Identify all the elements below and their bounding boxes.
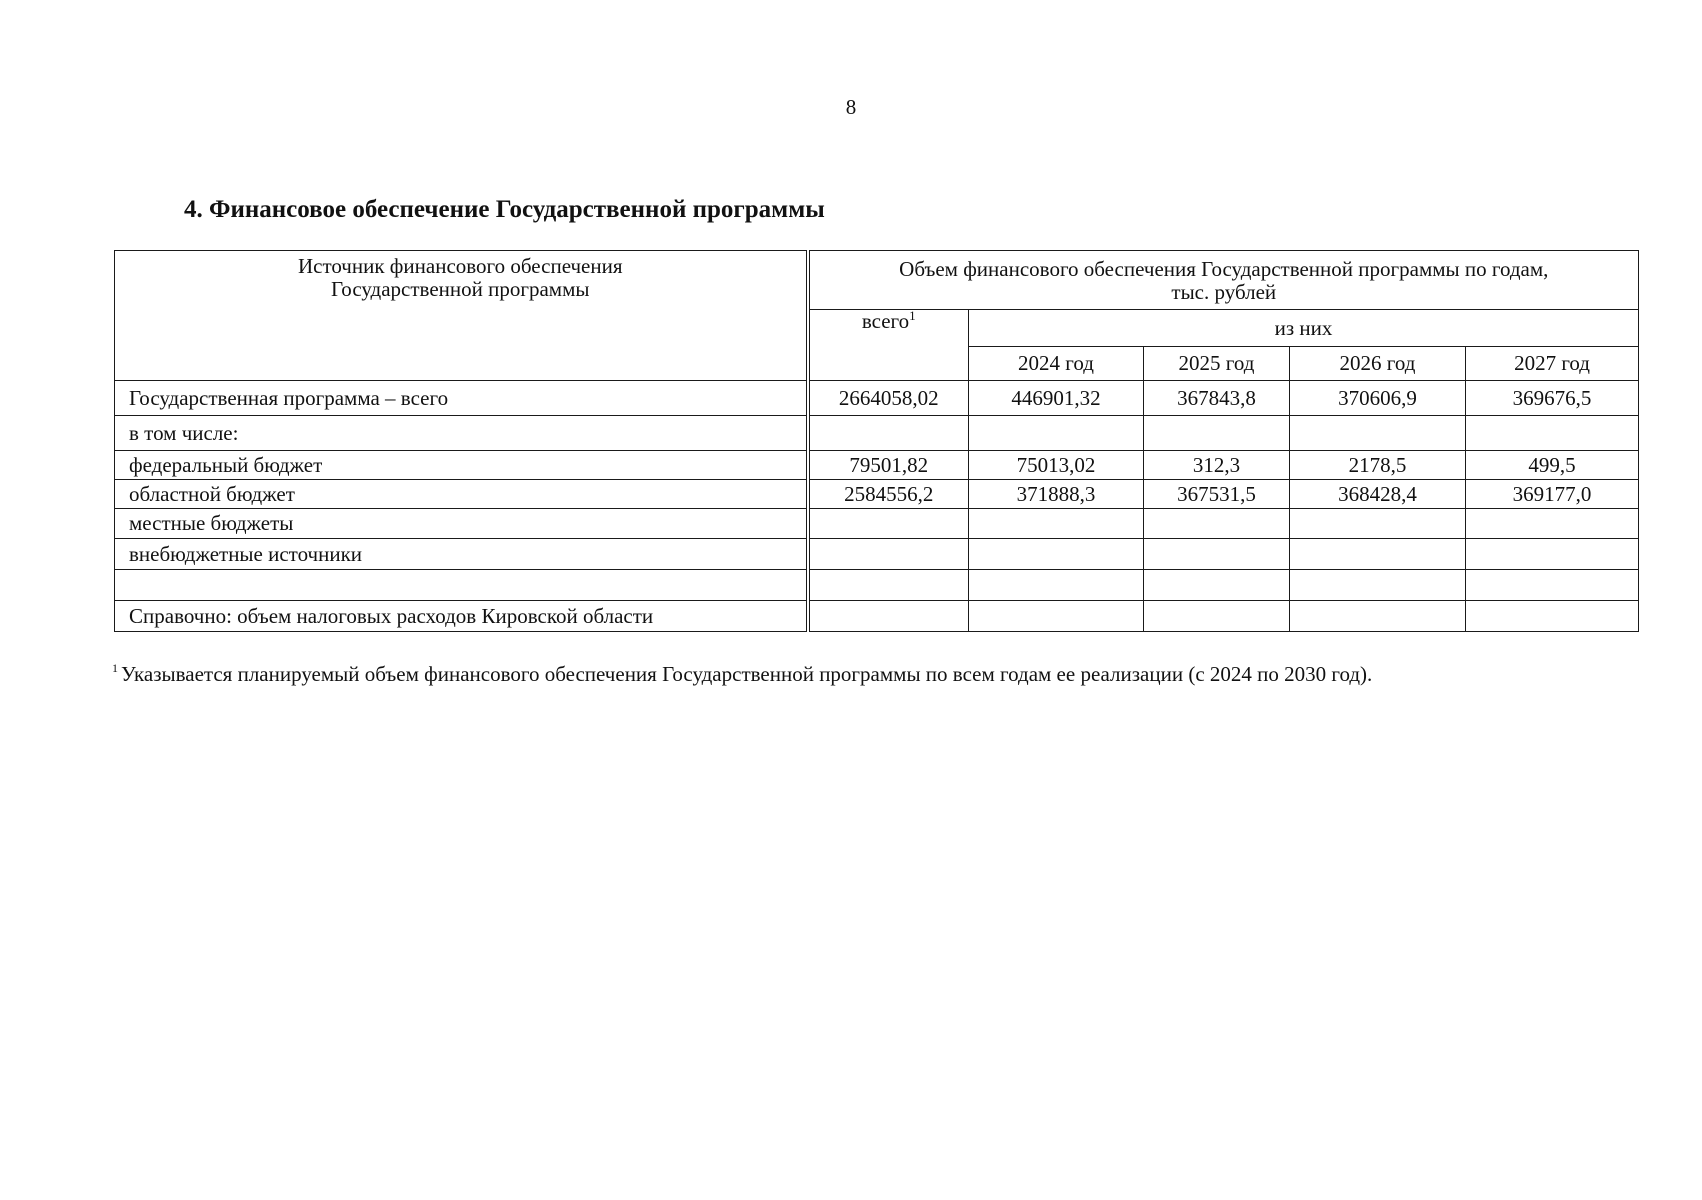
row-label: областной бюджет [115, 480, 808, 509]
table-row [115, 570, 1639, 601]
row-label: внебюджетные источники [115, 539, 808, 570]
cell-2024 [969, 416, 1144, 451]
row-label: в том числе: [115, 416, 808, 451]
footnote-text: Указывается планируемый объем финансового обеспечения Государственной программы по всем годам ее реализации (с 2024 по 2030 год). [121, 662, 1373, 686]
cell-2026 [1290, 539, 1466, 570]
volume-header-cell [808, 251, 1639, 310]
cell-2024 [969, 570, 1144, 601]
total-header-cell [808, 310, 969, 381]
cell-2024: 446901,32 [969, 381, 1144, 416]
cell-total [808, 416, 969, 451]
cell-2027 [1466, 509, 1639, 539]
of-which-header-cell: из них [969, 310, 1639, 347]
year-header-2026: 2026 год [1290, 347, 1466, 381]
financing-table [114, 250, 1639, 632]
cell-2025: 367531,5 [1144, 480, 1290, 509]
cell-2025 [1144, 539, 1290, 570]
row-label: местные бюджеты [115, 509, 808, 539]
cell-2026 [1290, 601, 1466, 632]
cell-2025 [1144, 416, 1290, 451]
row-label: Государственная программа – всего [115, 381, 808, 416]
row-label: Справочно: объем налоговых расходов Кировской области [115, 601, 808, 632]
cell-2025 [1144, 509, 1290, 539]
cell-2025 [1144, 601, 1290, 632]
footnote [112, 662, 1372, 687]
cell-2027: 499,5 [1466, 451, 1639, 480]
year-header-2024: 2024 год [969, 347, 1144, 381]
cell-2024 [969, 601, 1144, 632]
row-label: федеральный бюджет [115, 451, 808, 480]
table-row [115, 480, 1639, 509]
table-row [115, 381, 1639, 416]
source-header-cell [115, 251, 808, 381]
cell-2025: 312,3 [1144, 451, 1290, 480]
table-row [115, 509, 1639, 539]
table-row [115, 451, 1639, 480]
cell-2025 [1144, 570, 1290, 601]
cell-total: 79501,82 [808, 451, 969, 480]
table-row [115, 416, 1639, 451]
table-row [115, 601, 1639, 632]
cell-2026 [1290, 509, 1466, 539]
row-label [115, 570, 808, 601]
table-row [115, 539, 1639, 570]
cell-2027 [1466, 416, 1639, 451]
cell-2026: 368428,4 [1290, 480, 1466, 509]
cell-total [808, 509, 969, 539]
cell-2024: 75013,02 [969, 451, 1144, 480]
cell-2027 [1466, 539, 1639, 570]
cell-2027 [1466, 601, 1639, 632]
year-header-2027: 2027 год [1466, 347, 1639, 381]
cell-total [808, 539, 969, 570]
cell-total [808, 570, 969, 601]
cell-total: 2584556,2 [808, 480, 969, 509]
cell-2024 [969, 509, 1144, 539]
footnote-mark: 1 [112, 661, 118, 675]
table-header-row [115, 251, 1639, 310]
page-number: 8 [845, 95, 857, 119]
cell-2027 [1466, 570, 1639, 601]
total-footnote-mark: 1 [909, 309, 916, 323]
volume-header-line1: Объем финансового обеспечения Государственной программы по годам, [899, 257, 1549, 281]
cell-2027: 369177,0 [1466, 480, 1639, 509]
cell-total: 2664058,02 [808, 381, 969, 416]
source-header-line2: Государственной программы [331, 277, 590, 301]
cell-2024: 371888,3 [969, 480, 1144, 509]
cell-2027: 369676,5 [1466, 381, 1639, 416]
cell-2026: 370606,9 [1290, 381, 1466, 416]
total-header-label: всего [861, 309, 910, 333]
cell-2026 [1290, 570, 1466, 601]
cell-2026 [1290, 416, 1466, 451]
source-header-line1: Источник финансового обеспечения [297, 254, 623, 278]
year-header-2025: 2025 год [1144, 347, 1290, 381]
volume-header-line2: тыс. рублей [1171, 280, 1277, 304]
cell-2025: 367843,8 [1144, 381, 1290, 416]
cell-2026: 2178,5 [1290, 451, 1466, 480]
section-title: 4. Финансовое обеспечение Государственной программы [184, 196, 825, 223]
cell-2024 [969, 539, 1144, 570]
cell-total [808, 601, 969, 632]
